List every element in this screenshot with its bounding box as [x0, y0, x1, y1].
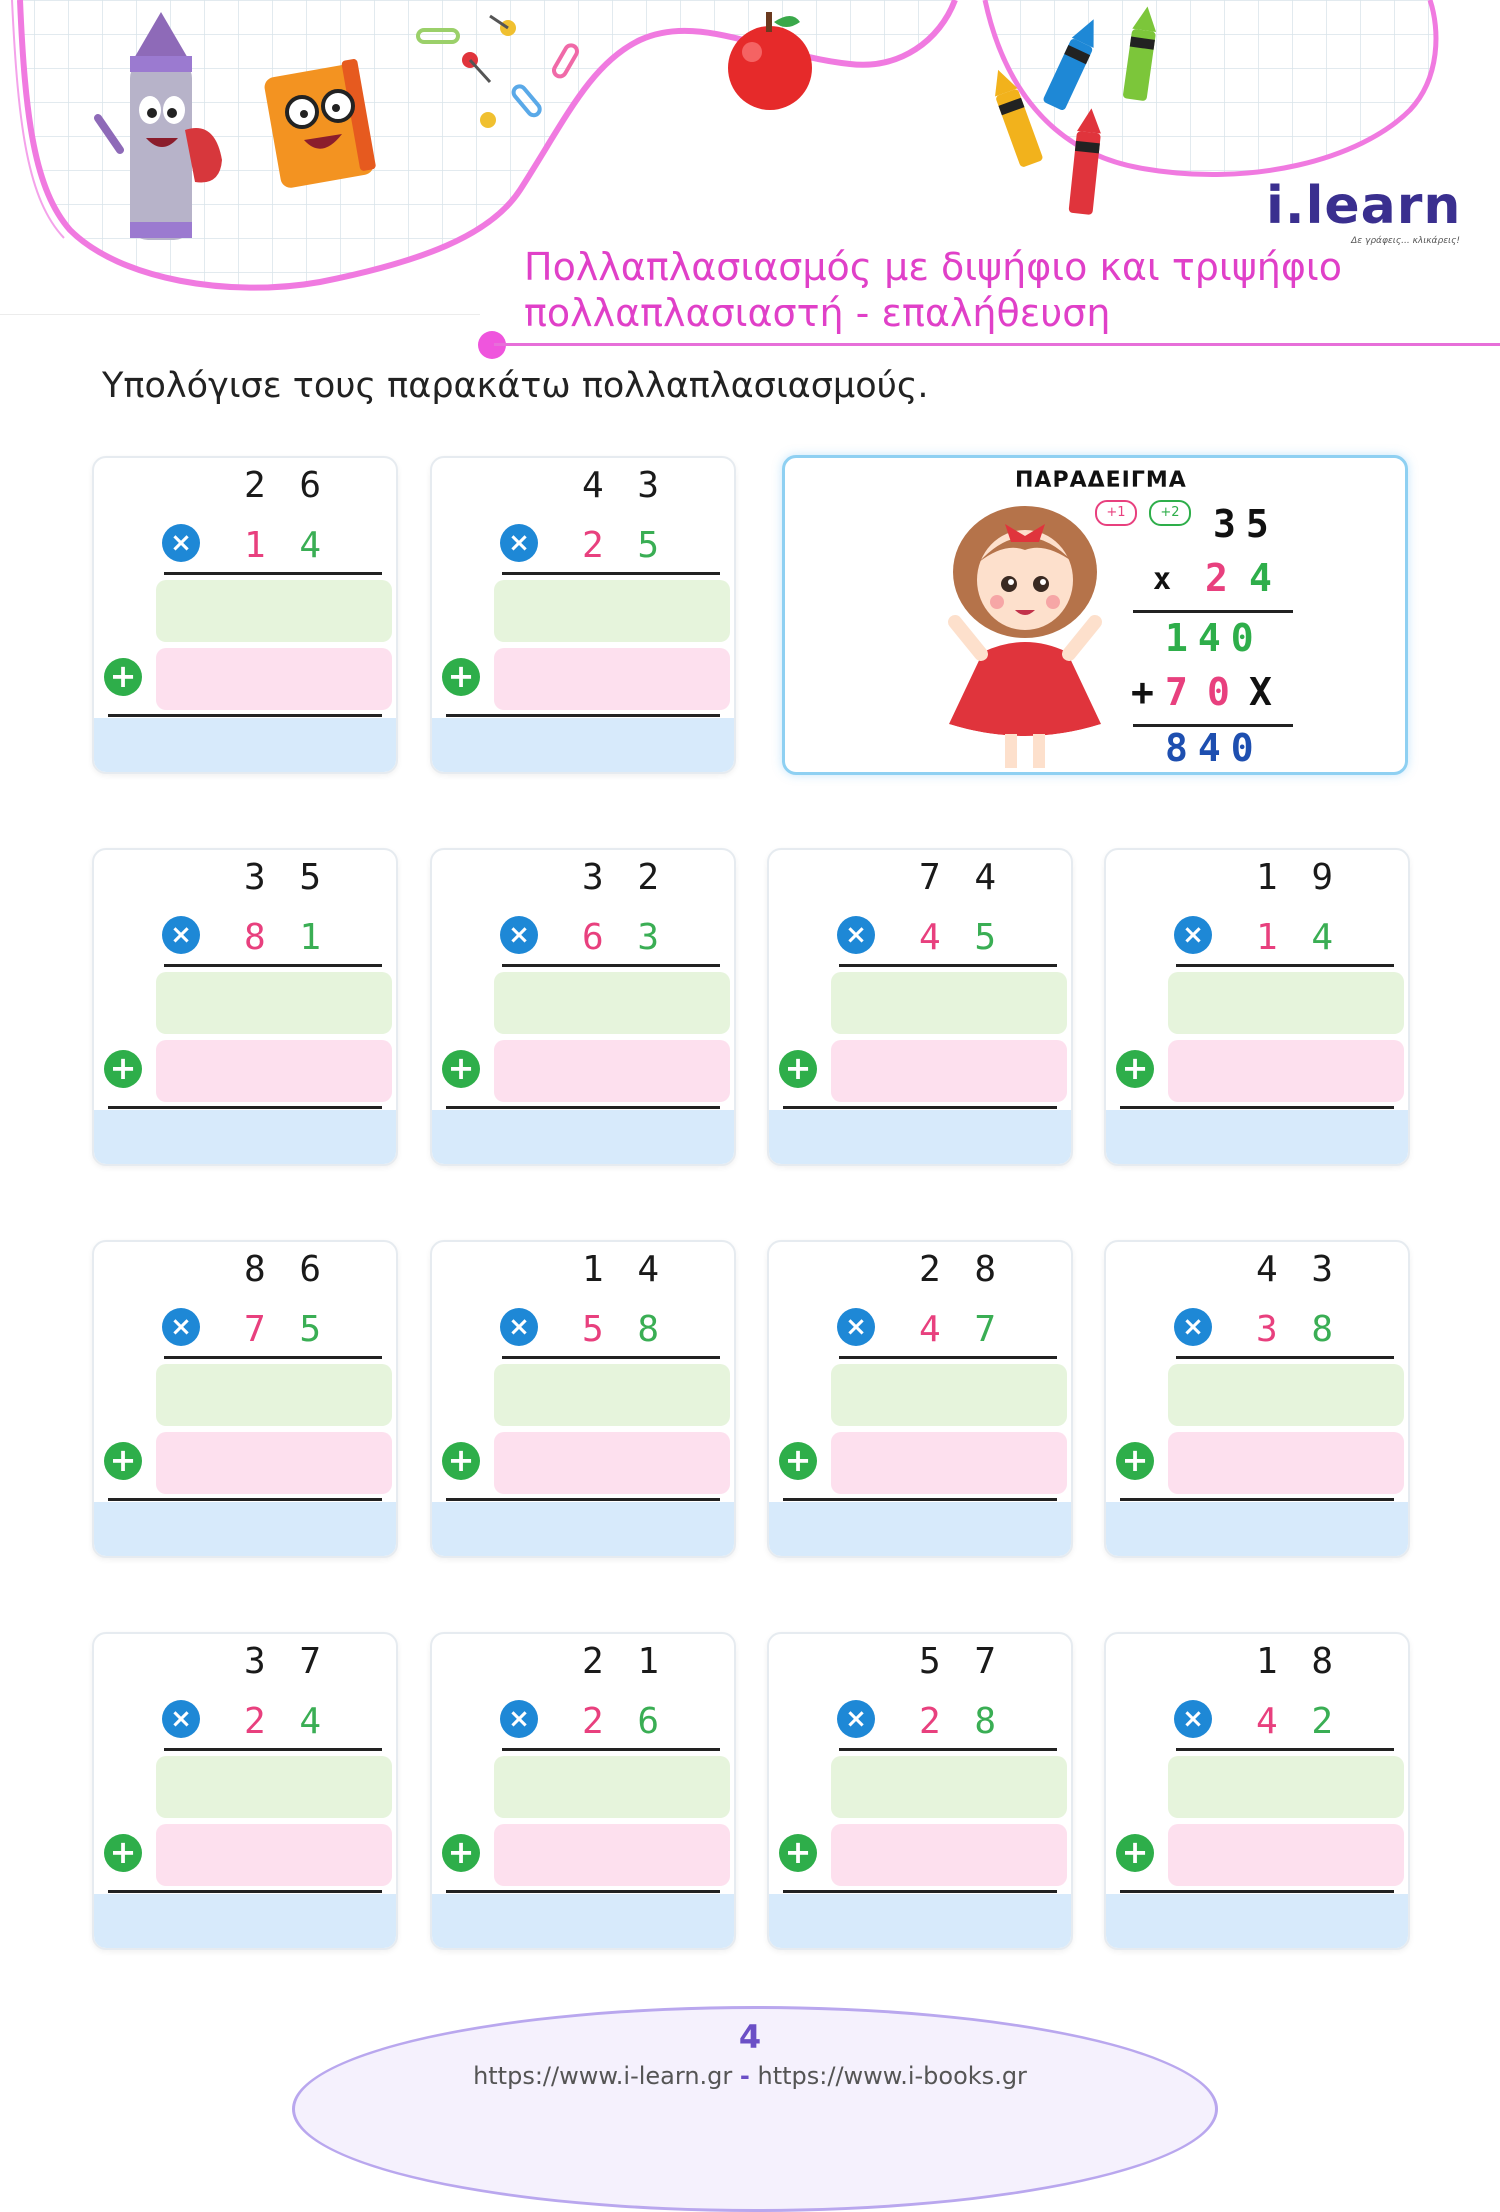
multiplier-units: 4: [299, 1701, 328, 1742]
result-box[interactable]: [432, 1110, 734, 1164]
operation-rule: [502, 1356, 720, 1359]
sum-rule: [108, 1498, 382, 1501]
result-box[interactable]: [432, 1894, 734, 1948]
multiplier-units: 8: [974, 1701, 1003, 1742]
times-icon: ×: [837, 1308, 875, 1346]
plus-icon: +: [442, 1050, 480, 1088]
multiplier-units: 5: [637, 525, 666, 566]
instruction-text: Υπολόγισε τους παρακάτω πολλαπλασιασμούς.: [102, 366, 929, 406]
multiplier-tens: 5: [582, 1309, 610, 1350]
partial-product-1-box[interactable]: [494, 1364, 730, 1426]
plus-icon: +: [442, 1442, 480, 1480]
partial-product-1-box[interactable]: [831, 972, 1067, 1034]
multiplier: [582, 918, 712, 958]
carry-badge: +1: [1095, 500, 1137, 526]
multiplier-units: 8: [637, 1309, 666, 1350]
partial-product-2-box[interactable]: [494, 1040, 730, 1102]
footer-link-ibooks[interactable]: https://www.i-books.gr: [757, 2062, 1027, 2090]
multiplier: [919, 1702, 1049, 1742]
partial-product-2-box[interactable]: [494, 648, 730, 710]
operation-rule: [839, 1356, 1057, 1359]
multiplier-units: 1: [299, 917, 328, 958]
result-box[interactable]: [432, 718, 734, 772]
multiplier-tens: 4: [919, 917, 947, 958]
example-rule: [1133, 610, 1293, 613]
partial-product-1-box[interactable]: [494, 1756, 730, 1818]
partial-product-1-box[interactable]: [831, 1364, 1067, 1426]
result-box[interactable]: [432, 1502, 734, 1556]
partial-product-2-box[interactable]: [1168, 1824, 1404, 1886]
exercise-card: [1104, 848, 1410, 1166]
multiplier: [582, 526, 712, 566]
partial-product-1-box[interactable]: [494, 580, 730, 642]
partial-product-2-box[interactable]: [156, 1432, 392, 1494]
plus-icon: +: [104, 1834, 142, 1872]
multiplier-units: 7: [974, 1309, 1003, 1350]
multiplier: [582, 1702, 712, 1742]
example-partial-1: 140: [1165, 616, 1264, 660]
partial-product-1-box[interactable]: [156, 972, 392, 1034]
multiplier-tens: 2: [244, 1701, 272, 1742]
plus-icon: +: [442, 658, 480, 696]
times-icon: ×: [162, 1700, 200, 1738]
result-box[interactable]: [769, 1502, 1071, 1556]
partial-product-2-box[interactable]: [1168, 1040, 1404, 1102]
result-box[interactable]: [1106, 1110, 1408, 1164]
multiplier: [244, 526, 374, 566]
operation-rule: [1176, 1356, 1394, 1359]
footer-link-ilearn[interactable]: https://www.i-learn.gr: [473, 2062, 733, 2090]
footer-links: [0, 2062, 1500, 2090]
sum-rule: [783, 1890, 1057, 1893]
partial-product-1-box[interactable]: [1168, 1756, 1404, 1818]
example-card: [782, 455, 1408, 775]
multiplicand: 3 2: [582, 857, 666, 898]
example-multiplicand: 35: [1213, 502, 1279, 546]
plus-icon: +: [1116, 1834, 1154, 1872]
exercise-card: [430, 1240, 736, 1558]
multiplier-units: 2: [1311, 1701, 1340, 1742]
multiplier-tens: 6: [582, 917, 610, 958]
multiplicand: 2 8: [919, 1249, 1003, 1290]
partial-product-1-box[interactable]: [156, 1756, 392, 1818]
times-icon: ×: [500, 524, 538, 562]
plus-icon: +: [779, 1050, 817, 1088]
multiplier: [244, 918, 374, 958]
example-multiplier-units: 4: [1249, 556, 1282, 600]
multiplicand: 2 1: [582, 1641, 666, 1682]
multiplier-tens: 2: [582, 1701, 610, 1742]
multiplicand: 1 9: [1256, 857, 1340, 898]
plus-icon: +: [779, 1834, 817, 1872]
multiplier: [244, 1702, 374, 1742]
sum-rule: [783, 1498, 1057, 1501]
times-icon: ×: [837, 916, 875, 954]
example-times-sign: x: [1153, 562, 1182, 597]
times-icon: ×: [500, 1308, 538, 1346]
operation-rule: [164, 964, 382, 967]
partial-product-1-box[interactable]: [1168, 972, 1404, 1034]
multiplier-units: 5: [299, 1309, 328, 1350]
result-box[interactable]: [94, 1502, 396, 1556]
result-box[interactable]: [769, 1894, 1071, 1948]
multiplicand: 7 4: [919, 857, 1003, 898]
times-icon: ×: [1174, 1700, 1212, 1738]
partial-product-2-box[interactable]: [831, 1040, 1067, 1102]
result-box[interactable]: [1106, 1502, 1408, 1556]
sum-rule: [446, 714, 720, 717]
times-icon: ×: [162, 1308, 200, 1346]
multiplier: [919, 918, 1049, 958]
multiplicand: 1 8: [1256, 1641, 1340, 1682]
sum-rule: [446, 1498, 720, 1501]
multiplier: [1256, 1702, 1386, 1742]
times-icon: ×: [837, 1700, 875, 1738]
result-box[interactable]: [1106, 1894, 1408, 1948]
exercise-card: [430, 1632, 736, 1950]
example-partial-2-units: 0: [1207, 670, 1240, 714]
multiplier-units: 3: [637, 917, 666, 958]
multiplier: [1256, 1310, 1386, 1350]
brand-logo: [1266, 178, 1466, 254]
title-underline: [494, 343, 1500, 346]
multiplicand: 5 7: [919, 1641, 1003, 1682]
exercise-card: [767, 1632, 1073, 1950]
operation-rule: [164, 1356, 382, 1359]
sum-rule: [446, 1890, 720, 1893]
plus-icon: +: [1116, 1050, 1154, 1088]
times-icon: ×: [162, 524, 200, 562]
girl-illustration-icon: [925, 502, 1125, 772]
exercise-card: [767, 1240, 1073, 1558]
sum-rule: [1120, 1498, 1394, 1501]
operation-rule: [839, 1748, 1057, 1751]
partial-product-2-box[interactable]: [494, 1432, 730, 1494]
multiplier-tens: 4: [1256, 1701, 1284, 1742]
example-plus-sign: +: [1131, 670, 1164, 714]
multiplier-tens: 1: [1256, 917, 1284, 958]
multiplier-tens: 8: [244, 917, 272, 958]
multiplier-tens: 2: [919, 1701, 947, 1742]
example-partial-2-tens: 7: [1165, 670, 1198, 714]
multiplier: [919, 1310, 1049, 1350]
partial-product-2-box[interactable]: [156, 648, 392, 710]
operation-rule: [502, 964, 720, 967]
multiplier-tens: 1: [244, 525, 272, 566]
multiplicand: 3 7: [244, 1641, 328, 1682]
example-placeholder-x: X: [1249, 670, 1282, 714]
multiplier-tens: 2: [582, 525, 610, 566]
times-icon: ×: [1174, 916, 1212, 954]
multiplicand: 4 3: [582, 465, 666, 506]
multiplier-units: 4: [1311, 917, 1340, 958]
exercise-card: [430, 848, 736, 1166]
multiplier-units: 8: [1311, 1309, 1340, 1350]
operation-rule: [839, 964, 1057, 967]
example-result: 840: [1165, 726, 1264, 770]
sum-rule: [783, 1106, 1057, 1109]
operation-rule: [164, 572, 382, 575]
exercise-card: [767, 848, 1073, 1166]
multiplicand: 4 3: [1256, 1249, 1340, 1290]
multiplier-tens: 4: [919, 1309, 947, 1350]
book-character-icon: [263, 58, 376, 189]
times-icon: ×: [1174, 1308, 1212, 1346]
times-icon: ×: [162, 916, 200, 954]
operation-rule: [502, 572, 720, 575]
result-box[interactable]: [94, 1894, 396, 1948]
partial-product-2-box[interactable]: [494, 1824, 730, 1886]
page-number: 4: [738, 2018, 762, 2056]
exercise-card: [430, 456, 736, 774]
result-box[interactable]: [94, 1110, 396, 1164]
sum-rule: [1120, 1890, 1394, 1893]
example-label: ΠΑΡΑΔΕΙΓΜΑ: [1015, 468, 1187, 493]
exercise-card: [1104, 1240, 1410, 1558]
sum-rule: [108, 1106, 382, 1109]
exercise-card: [92, 456, 398, 774]
operation-rule: [1176, 1748, 1394, 1751]
example-multiplier-tens: 2: [1205, 556, 1238, 600]
multiplier-tens: 7: [244, 1309, 272, 1350]
operation-rule: [1176, 964, 1394, 967]
footer-separator: -: [739, 2062, 750, 2090]
exercise-card: [92, 1240, 398, 1558]
multiplier: [1256, 918, 1386, 958]
plus-icon: +: [1116, 1442, 1154, 1480]
exercise-card: [92, 1632, 398, 1950]
plus-icon: +: [104, 1442, 142, 1480]
carry-badge: +2: [1149, 500, 1191, 526]
sum-rule: [446, 1106, 720, 1109]
plus-icon: +: [442, 1834, 480, 1872]
partial-product-2-box[interactable]: [831, 1432, 1067, 1494]
logo-wordmark: i.learn: [1266, 176, 1462, 236]
plus-icon: +: [104, 658, 142, 696]
sum-rule: [1120, 1106, 1394, 1109]
times-icon: ×: [500, 1700, 538, 1738]
plus-icon: +: [104, 1050, 142, 1088]
partial-product-2-box[interactable]: [156, 1040, 392, 1102]
multiplicand: 8 6: [244, 1249, 328, 1290]
multiplier-units: 6: [637, 1701, 666, 1742]
exercise-card: [92, 848, 398, 1166]
exercise-card: [1104, 1632, 1410, 1950]
multiplier-units: 5: [974, 917, 1003, 958]
partial-product-1-box[interactable]: [831, 1756, 1067, 1818]
multiplier-tens: 3: [1256, 1309, 1284, 1350]
sum-rule: [108, 1890, 382, 1893]
operation-rule: [164, 1748, 382, 1751]
partial-product-2-box[interactable]: [831, 1824, 1067, 1886]
partial-product-2-box[interactable]: [1168, 1432, 1404, 1494]
partial-product-2-box[interactable]: [156, 1824, 392, 1886]
logo-tagline: Δε γράφεις... κλικάρεις!: [1351, 236, 1460, 246]
header-divider: [0, 314, 480, 315]
multiplicand: 1 4: [582, 1249, 666, 1290]
multiplier: [244, 1310, 374, 1350]
partial-product-1-box[interactable]: [156, 580, 392, 642]
multiplier-units: 4: [299, 525, 328, 566]
plus-icon: +: [779, 1442, 817, 1480]
partial-product-1-box[interactable]: [1168, 1364, 1404, 1426]
sum-rule: [108, 714, 382, 717]
result-box[interactable]: [94, 718, 396, 772]
multiplier: [582, 1310, 712, 1350]
times-icon: ×: [500, 916, 538, 954]
multiplicand: 2 6: [244, 465, 328, 506]
page-title: Πολλαπλασιασμός με διψήφιο και τριψήφιο πολλαπλασιαστή - επαλήθευση: [524, 245, 1343, 335]
partial-product-1-box[interactable]: [156, 1364, 392, 1426]
multiplicand: 3 5: [244, 857, 328, 898]
result-box[interactable]: [769, 1110, 1071, 1164]
operation-rule: [502, 1748, 720, 1751]
partial-product-1-box[interactable]: [494, 972, 730, 1034]
